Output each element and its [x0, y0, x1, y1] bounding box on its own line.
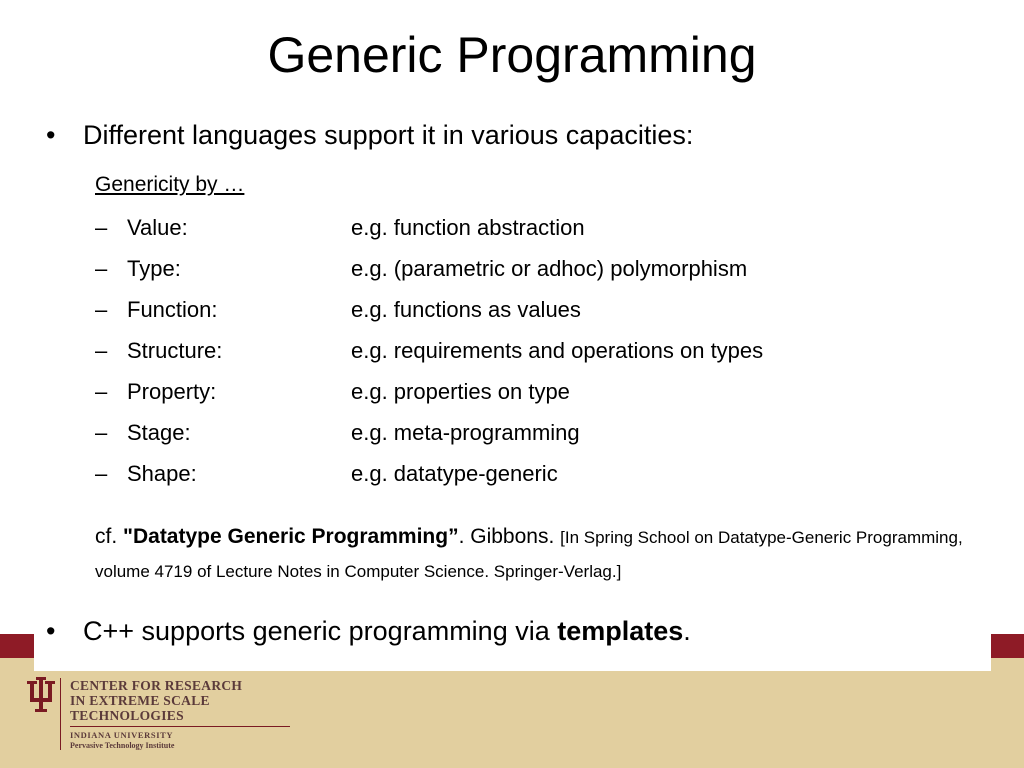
citation-prefix: cf. — [95, 525, 124, 548]
item-label: Value: — [127, 215, 188, 240]
citation — [95, 520, 975, 588]
item-label: Property: — [127, 379, 217, 404]
slide-title: Generic Programming — [267, 27, 757, 83]
item-example: e.g. requirements and operations on types — [351, 338, 764, 363]
dash-marker: – — [95, 379, 108, 404]
logo-wordmark — [70, 678, 242, 723]
item-example: e.g. (parametric or adhoc) polymorphism — [351, 256, 748, 281]
bullet-text-after: . — [683, 616, 691, 646]
dash-marker: – — [95, 338, 108, 363]
bullet-text: Different languages support it in various capacities: — [83, 120, 694, 150]
dash-marker: – — [95, 461, 108, 486]
item-example: e.g. functions as values — [351, 297, 581, 322]
item-label: Stage: — [127, 420, 191, 445]
dash-marker: – — [95, 256, 108, 281]
citation-source: [In Spring School on Datatype-Generic Programming, volume 4719 of Lecture Notes in Computer Science. Springer-Verlag.] — [95, 528, 963, 581]
item-example: e.g. datatype-generic — [351, 461, 558, 486]
dash-marker: – — [95, 420, 108, 445]
item-label: Type: — [127, 256, 181, 281]
logo-line: IN EXTREME SCALE — [70, 693, 210, 708]
item-example: e.g. function abstraction — [351, 215, 585, 240]
dash-marker: – — [95, 297, 108, 322]
bullet-text-bold: templates — [557, 616, 684, 646]
logo-rule — [70, 726, 290, 727]
logo-line: CENTER FOR RESEARCH — [70, 678, 243, 693]
citation-author: . Gibbons. — [458, 525, 561, 548]
logo-institute: Pervasive Technology Institute — [70, 741, 175, 750]
item-label: Shape: — [127, 461, 197, 486]
bullet-marker: • — [46, 616, 56, 646]
bullet-text — [83, 614, 691, 648]
item-example: e.g. properties on type — [351, 379, 570, 404]
logo-line: TECHNOLOGIES — [70, 708, 184, 723]
bullet-marker: • — [46, 120, 56, 150]
dash-marker: – — [95, 215, 108, 240]
item-example: e.g. meta-programming — [351, 420, 580, 445]
iu-trident-icon — [26, 676, 56, 714]
logo-divider — [60, 678, 61, 750]
bullet-text-before: C++ supports generic programming via — [83, 616, 558, 646]
item-label: Function: — [127, 297, 218, 322]
item-label: Structure: — [127, 338, 223, 363]
citation-title: "Datatype Generic Programming” — [123, 525, 459, 548]
logo-university: INDIANA UNIVERSITY — [70, 730, 174, 740]
genericity-subheading: Genericity by … — [95, 173, 245, 196]
